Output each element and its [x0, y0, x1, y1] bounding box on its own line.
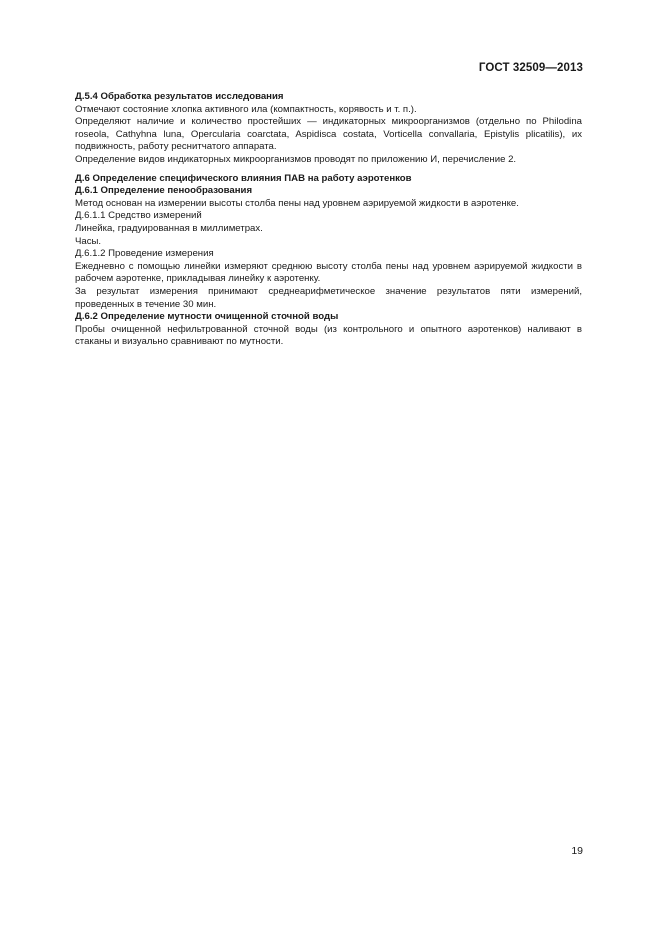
page-number: 19 — [571, 845, 583, 857]
section-heading-d6: Д.6 Определение специфического влияния ПАВ на работу аэротенков — [75, 172, 412, 184]
paragraph-species-identification: Определение видов индикаторных микроорганизмов проводят по приложению И, перечисление 2. — [75, 153, 517, 165]
section-heading-d54: Д.5.4 Обработка результатов исследования — [75, 91, 284, 102]
paragraph-daily-measurement: Ежедневно с помощью линейки измеряют среднюю высоту столба пены над уровнем аэрируемой жидкости в рабочем аэротенке, прикладывая линейку к аэротенку. — [75, 260, 582, 285]
paragraph-floc-state: Отмечают состояние хлопка активного ила (компактность, корявость и т. п.). — [75, 103, 417, 115]
paragraph-protozoa: Определяют наличие и количество простейших — индикаторных микроорганизмов (отдельно по Philodina roseola, Cathyhna luna, Opercularia coarctata, Aspidisca costata, Vorticella convallaria, Epistylis plicatilis), их подвижность, работу реснитчатого аппарата. — [75, 116, 582, 153]
paragraph-clock: Часы. — [75, 235, 102, 247]
document-body — [75, 91, 582, 349]
section-heading-d61: Д.6.1 Определение пенообразования — [75, 185, 253, 197]
section-heading-d62: Д.6.2 Определение мутности очищенной сточной воды — [75, 311, 339, 323]
paragraph-ruler: Линейка, градуированная в миллиметрах. — [75, 222, 263, 234]
subsection-d612: Д.6.1.2 Проведение измерения — [75, 248, 214, 260]
paragraph-measurement-result: За результат измерения принимают среднеарифметическое значение результатов пяти измерений, проведенных в течение 30 мин. — [75, 285, 582, 310]
paragraph-method-basis: Метод основан на измерении высоты столба пены над уровнем аэрируемой жидкости в аэротенке. — [75, 197, 519, 209]
paragraph-turbidity-samples: Пробы очищенной нефильтрованной сточной воды (из контрольного и опытного аэротенков) наливают в стаканы и визуально сравнивают по мутности. — [75, 323, 582, 348]
document-code: ГОСТ 32509—2013 — [478, 62, 583, 74]
subsection-d611: Д.6.1.1 Средство измерений — [75, 210, 202, 222]
